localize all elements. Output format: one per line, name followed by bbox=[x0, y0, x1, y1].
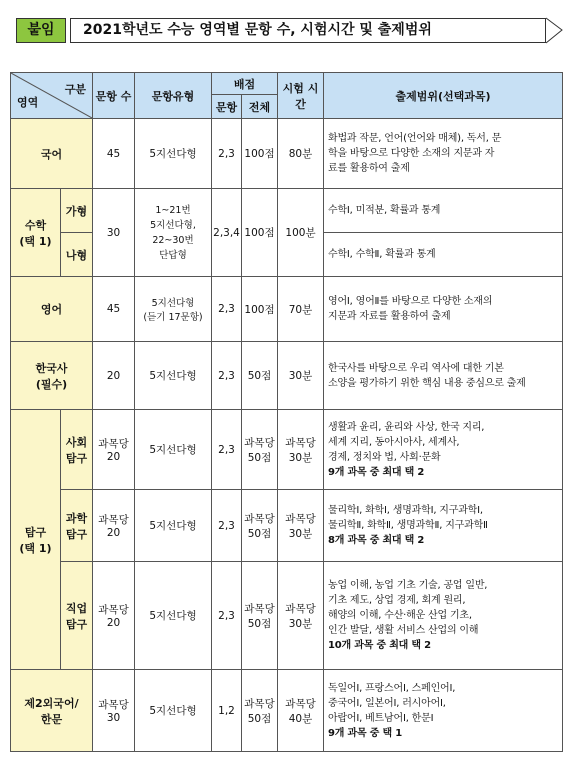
scope-vocational: 농업 이해, 농업 기초 기술, 공업 일반, 기초 제도, 상업 경제, 회계 원리, 해양의 이해, 수산·해운 산업 기초, 인간 발달, 생활 서비스 산업의 이해 10개 과목 중 최대 택 2 bbox=[324, 562, 563, 670]
score-total-english: 100점 bbox=[242, 277, 278, 342]
score-total-vocational: 과목당 50점 bbox=[242, 562, 278, 670]
num-math: 30 bbox=[93, 189, 135, 277]
score-total-science: 과목당 50점 bbox=[242, 490, 278, 562]
num-korean: 45 bbox=[93, 119, 135, 189]
score-total-math: 100점 bbox=[242, 189, 278, 277]
score-total-social: 과목당 50점 bbox=[242, 410, 278, 490]
score-item-vocational: 2,3 bbox=[212, 562, 242, 670]
row-inquiry-social bbox=[11, 410, 563, 490]
row-math-ga bbox=[11, 189, 563, 233]
header-score-item: 문항 bbox=[212, 95, 242, 119]
note-vocational: 10개 과목 중 최대 택 2 bbox=[328, 640, 431, 651]
score-total-history: 50점 bbox=[242, 342, 278, 410]
area-history: 한국사 (필수) bbox=[11, 342, 93, 410]
sub-vocational: 직업 탐구 bbox=[61, 562, 93, 670]
time-foreign: 과목당 40분 bbox=[278, 670, 324, 752]
header-scope: 출제범위(선택과목) bbox=[324, 73, 563, 119]
header-time: 시험 시간 bbox=[278, 73, 324, 119]
type-korean: 5지선다형 bbox=[135, 119, 212, 189]
header-score: 배점 bbox=[212, 73, 278, 95]
scope-math-na: 수학Ⅰ, 수학Ⅱ, 확률과 통계 bbox=[324, 233, 563, 277]
num-social: 과목당 20 bbox=[93, 410, 135, 490]
type-math: 1~21번 5지선다형, 22~30번 단답형 bbox=[135, 189, 212, 277]
scope-history: 한국사를 바탕으로 우리 역사에 대한 기본 소양을 평가하기 위한 핵심 내용 중심으로 출제 bbox=[324, 342, 563, 410]
note-foreign: 9개 과목 중 택 1 bbox=[328, 727, 402, 739]
note-science: 8개 과목 중 최대 택 2 bbox=[328, 535, 425, 546]
note-social: 9개 과목 중 최대 택 2 bbox=[328, 466, 425, 478]
time-social: 과목당 30분 bbox=[278, 410, 324, 490]
header-area: 영역 bbox=[17, 96, 39, 109]
row-english bbox=[11, 277, 563, 342]
scope-foreign: 독일어Ⅰ, 프랑스어Ⅰ, 스페인어Ⅰ, 중국어Ⅰ, 일본어Ⅰ, 러시아어Ⅰ, 아랍어Ⅰ, 베트남어Ⅰ, 한문Ⅰ 9개 과목 중 택 1 bbox=[324, 670, 563, 752]
header-score-total: 전체 bbox=[242, 95, 278, 119]
score-item-english: 2,3 bbox=[212, 277, 242, 342]
scope-science: 물리학Ⅰ, 화학Ⅰ, 생명과학Ⅰ, 지구과학Ⅰ, 물리학Ⅱ, 화학Ⅱ, 생명과학Ⅱ, 지구과학Ⅱ 8개 과목 중 최대 택 2 bbox=[324, 490, 563, 562]
score-item-history: 2,3 bbox=[212, 342, 242, 410]
num-foreign: 과목당 30 bbox=[93, 670, 135, 752]
header-num-items: 문항 수 bbox=[93, 73, 135, 119]
score-item-korean: 2,3 bbox=[212, 119, 242, 189]
time-math: 100분 bbox=[278, 189, 324, 277]
score-item-social: 2,3 bbox=[212, 410, 242, 490]
num-history: 20 bbox=[93, 342, 135, 410]
area-english: 영어 bbox=[11, 277, 93, 342]
num-english: 45 bbox=[93, 277, 135, 342]
type-english: 5지선다형 (듣기 17문항) bbox=[135, 277, 212, 342]
type-foreign: 5지선다형 bbox=[135, 670, 212, 752]
type-history: 5지선다형 bbox=[135, 342, 212, 410]
score-item-math: 2,3,4 bbox=[212, 189, 242, 277]
header-item-type: 문항유형 bbox=[135, 73, 212, 119]
num-science: 과목당 20 bbox=[93, 490, 135, 562]
row-inquiry-vocational bbox=[11, 562, 563, 670]
time-korean: 80분 bbox=[278, 119, 324, 189]
sub-social: 사회 탐구 bbox=[61, 410, 93, 490]
score-total-korean: 100점 bbox=[242, 119, 278, 189]
time-history: 30분 bbox=[278, 342, 324, 410]
time-science: 과목당 30분 bbox=[278, 490, 324, 562]
sub-science: 과학 탐구 bbox=[61, 490, 93, 562]
sub-math-na: 나형 bbox=[61, 233, 93, 277]
row-foreign bbox=[11, 670, 563, 752]
row-inquiry-science bbox=[11, 490, 563, 562]
sub-math-ga: 가형 bbox=[61, 189, 93, 233]
row-korean bbox=[11, 119, 563, 189]
type-social: 5지선다형 bbox=[135, 410, 212, 490]
score-total-foreign: 과목당 50점 bbox=[242, 670, 278, 752]
scope-social: 생활과 윤리, 윤리와 사상, 한국 지리, 세계 지리, 동아시아사, 세계사, 경제, 정치와 법, 사회·문화 9개 과목 중 최대 택 2 bbox=[324, 410, 563, 490]
row-history bbox=[11, 342, 563, 410]
header-corner bbox=[11, 73, 93, 119]
scope-math-ga: 수학Ⅰ, 미적분, 확률과 통계 bbox=[324, 189, 563, 233]
title-area bbox=[6, 10, 566, 46]
score-item-foreign: 1,2 bbox=[212, 670, 242, 752]
time-vocational: 과목당 30분 bbox=[278, 562, 324, 670]
page-title: 2021학년도 수능 영역별 문항 수, 시험시간 및 출제범위 bbox=[70, 18, 546, 43]
num-vocational: 과목당 20 bbox=[93, 562, 135, 670]
area-math: 수학 (택 1) bbox=[11, 189, 61, 277]
area-korean: 국어 bbox=[11, 119, 93, 189]
type-vocational: 5지선다형 bbox=[135, 562, 212, 670]
exam-table bbox=[10, 72, 563, 752]
scope-english: 영어Ⅰ, 영어Ⅱ를 바탕으로 다양한 소재의 지문과 자료를 활용하여 출제 bbox=[324, 277, 563, 342]
area-inquiry: 탐구 (택 1) bbox=[11, 410, 61, 670]
scope-korean: 화법과 작문, 언어(언어와 매체), 독서, 문 학을 바탕으로 다양한 소재의 지문과 자 료를 활용하여 출제 bbox=[324, 119, 563, 189]
type-science: 5지선다형 bbox=[135, 490, 212, 562]
header-gubun: 구분 bbox=[64, 83, 86, 96]
area-foreign: 제2외국어/ 한문 bbox=[11, 670, 93, 752]
time-english: 70분 bbox=[278, 277, 324, 342]
appendix-tag: 붙임 bbox=[16, 18, 66, 43]
score-item-science: 2,3 bbox=[212, 490, 242, 562]
